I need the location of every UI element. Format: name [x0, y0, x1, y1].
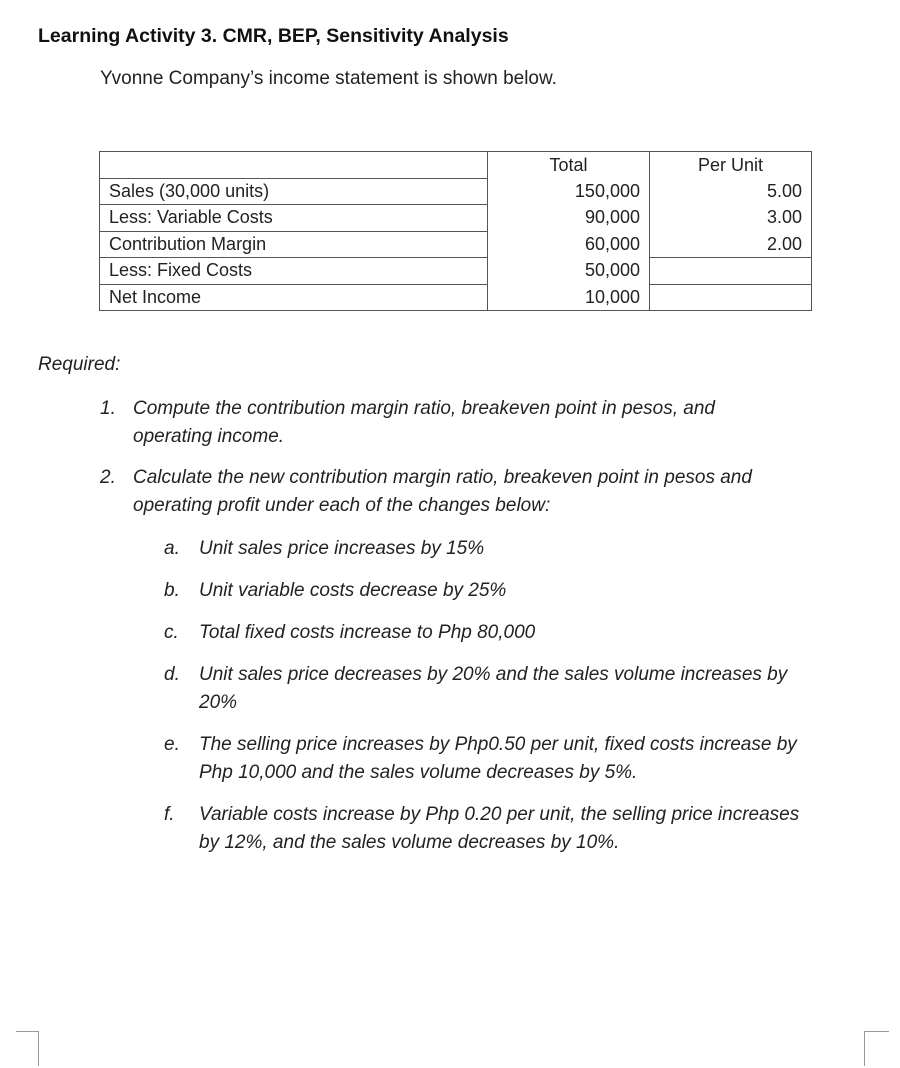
change-letter: b. [164, 580, 180, 601]
row-per-unit [650, 284, 812, 311]
change-text-line: 20% [199, 692, 238, 713]
row-per-unit: 5.00 [650, 178, 812, 205]
row-label: Less: Variable Costs [100, 205, 488, 232]
change-text-line: Unit sales price increases by 15% [199, 538, 485, 559]
header-per-unit: Per Unit [650, 152, 812, 179]
change-item [164, 801, 884, 857]
change-text-line: Variable costs increase by Php 0.20 per unit, the selling price increases [199, 804, 800, 825]
change-letter: e. [164, 734, 180, 755]
question-item [100, 395, 860, 451]
row-label: Less: Fixed Costs [100, 258, 488, 285]
row-total: 150,000 [488, 178, 650, 205]
row-label: Sales (30,000 units) [100, 178, 488, 205]
question-text-line: Calculate the new contribution margin ratio, breakeven point in pesos and [133, 467, 752, 488]
change-item [164, 619, 884, 647]
crop-mark-right [864, 1031, 889, 1066]
change-letter: a. [164, 538, 180, 559]
crop-mark-left [16, 1031, 39, 1066]
table-row [100, 178, 812, 205]
question-text-line: operating income. [133, 426, 285, 447]
table-row [100, 205, 812, 232]
question-item [100, 464, 860, 520]
change-letter: f. [164, 804, 175, 825]
change-text-line: The selling price increases by Php0.50 per unit, fixed costs increase by [199, 734, 797, 755]
change-item [164, 535, 884, 563]
table-header-row [100, 152, 812, 179]
row-per-unit: 3.00 [650, 205, 812, 232]
activity-title: Learning Activity 3. CMR, BEP, Sensitivity Analysis [38, 25, 509, 47]
row-per-unit [650, 258, 812, 285]
row-per-unit: 2.00 [650, 231, 812, 258]
row-label: Net Income [100, 284, 488, 311]
row-total: 10,000 [488, 284, 650, 311]
change-text-line: Php 10,000 and the sales volume decreases by 5%. [199, 762, 638, 783]
change-item [164, 731, 884, 787]
intro-text: Yvonne Company’s income statement is shown below. [100, 68, 557, 89]
change-item [164, 577, 884, 605]
change-text-line: Total fixed costs increase to Php 80,000 [199, 622, 536, 643]
change-text-line: Unit variable costs decrease by 25% [199, 580, 507, 601]
question-number: 1. [100, 398, 116, 419]
change-item [164, 661, 884, 717]
table-row [100, 284, 812, 311]
row-label: Contribution Margin [100, 231, 488, 258]
row-total: 60,000 [488, 231, 650, 258]
change-letter: d. [164, 664, 180, 685]
row-total: 90,000 [488, 205, 650, 232]
table-row [100, 258, 812, 285]
question-text-line: operating profit under each of the changes below: [133, 495, 551, 516]
row-total: 50,000 [488, 258, 650, 285]
header-total: Total [488, 152, 650, 179]
income-statement-table [99, 151, 812, 311]
change-letter: c. [164, 622, 179, 643]
required-label: Required: [38, 354, 121, 375]
question-text-line: Compute the contribution margin ratio, breakeven point in pesos, and [133, 398, 715, 419]
change-text-line: Unit sales price decreases by 20% and the sales volume increases by [199, 664, 788, 685]
header-label-cell [100, 152, 488, 179]
change-text-line: by 12%, and the sales volume decreases by 10%. [199, 832, 620, 853]
table-row [100, 231, 812, 258]
question-number: 2. [100, 467, 116, 488]
